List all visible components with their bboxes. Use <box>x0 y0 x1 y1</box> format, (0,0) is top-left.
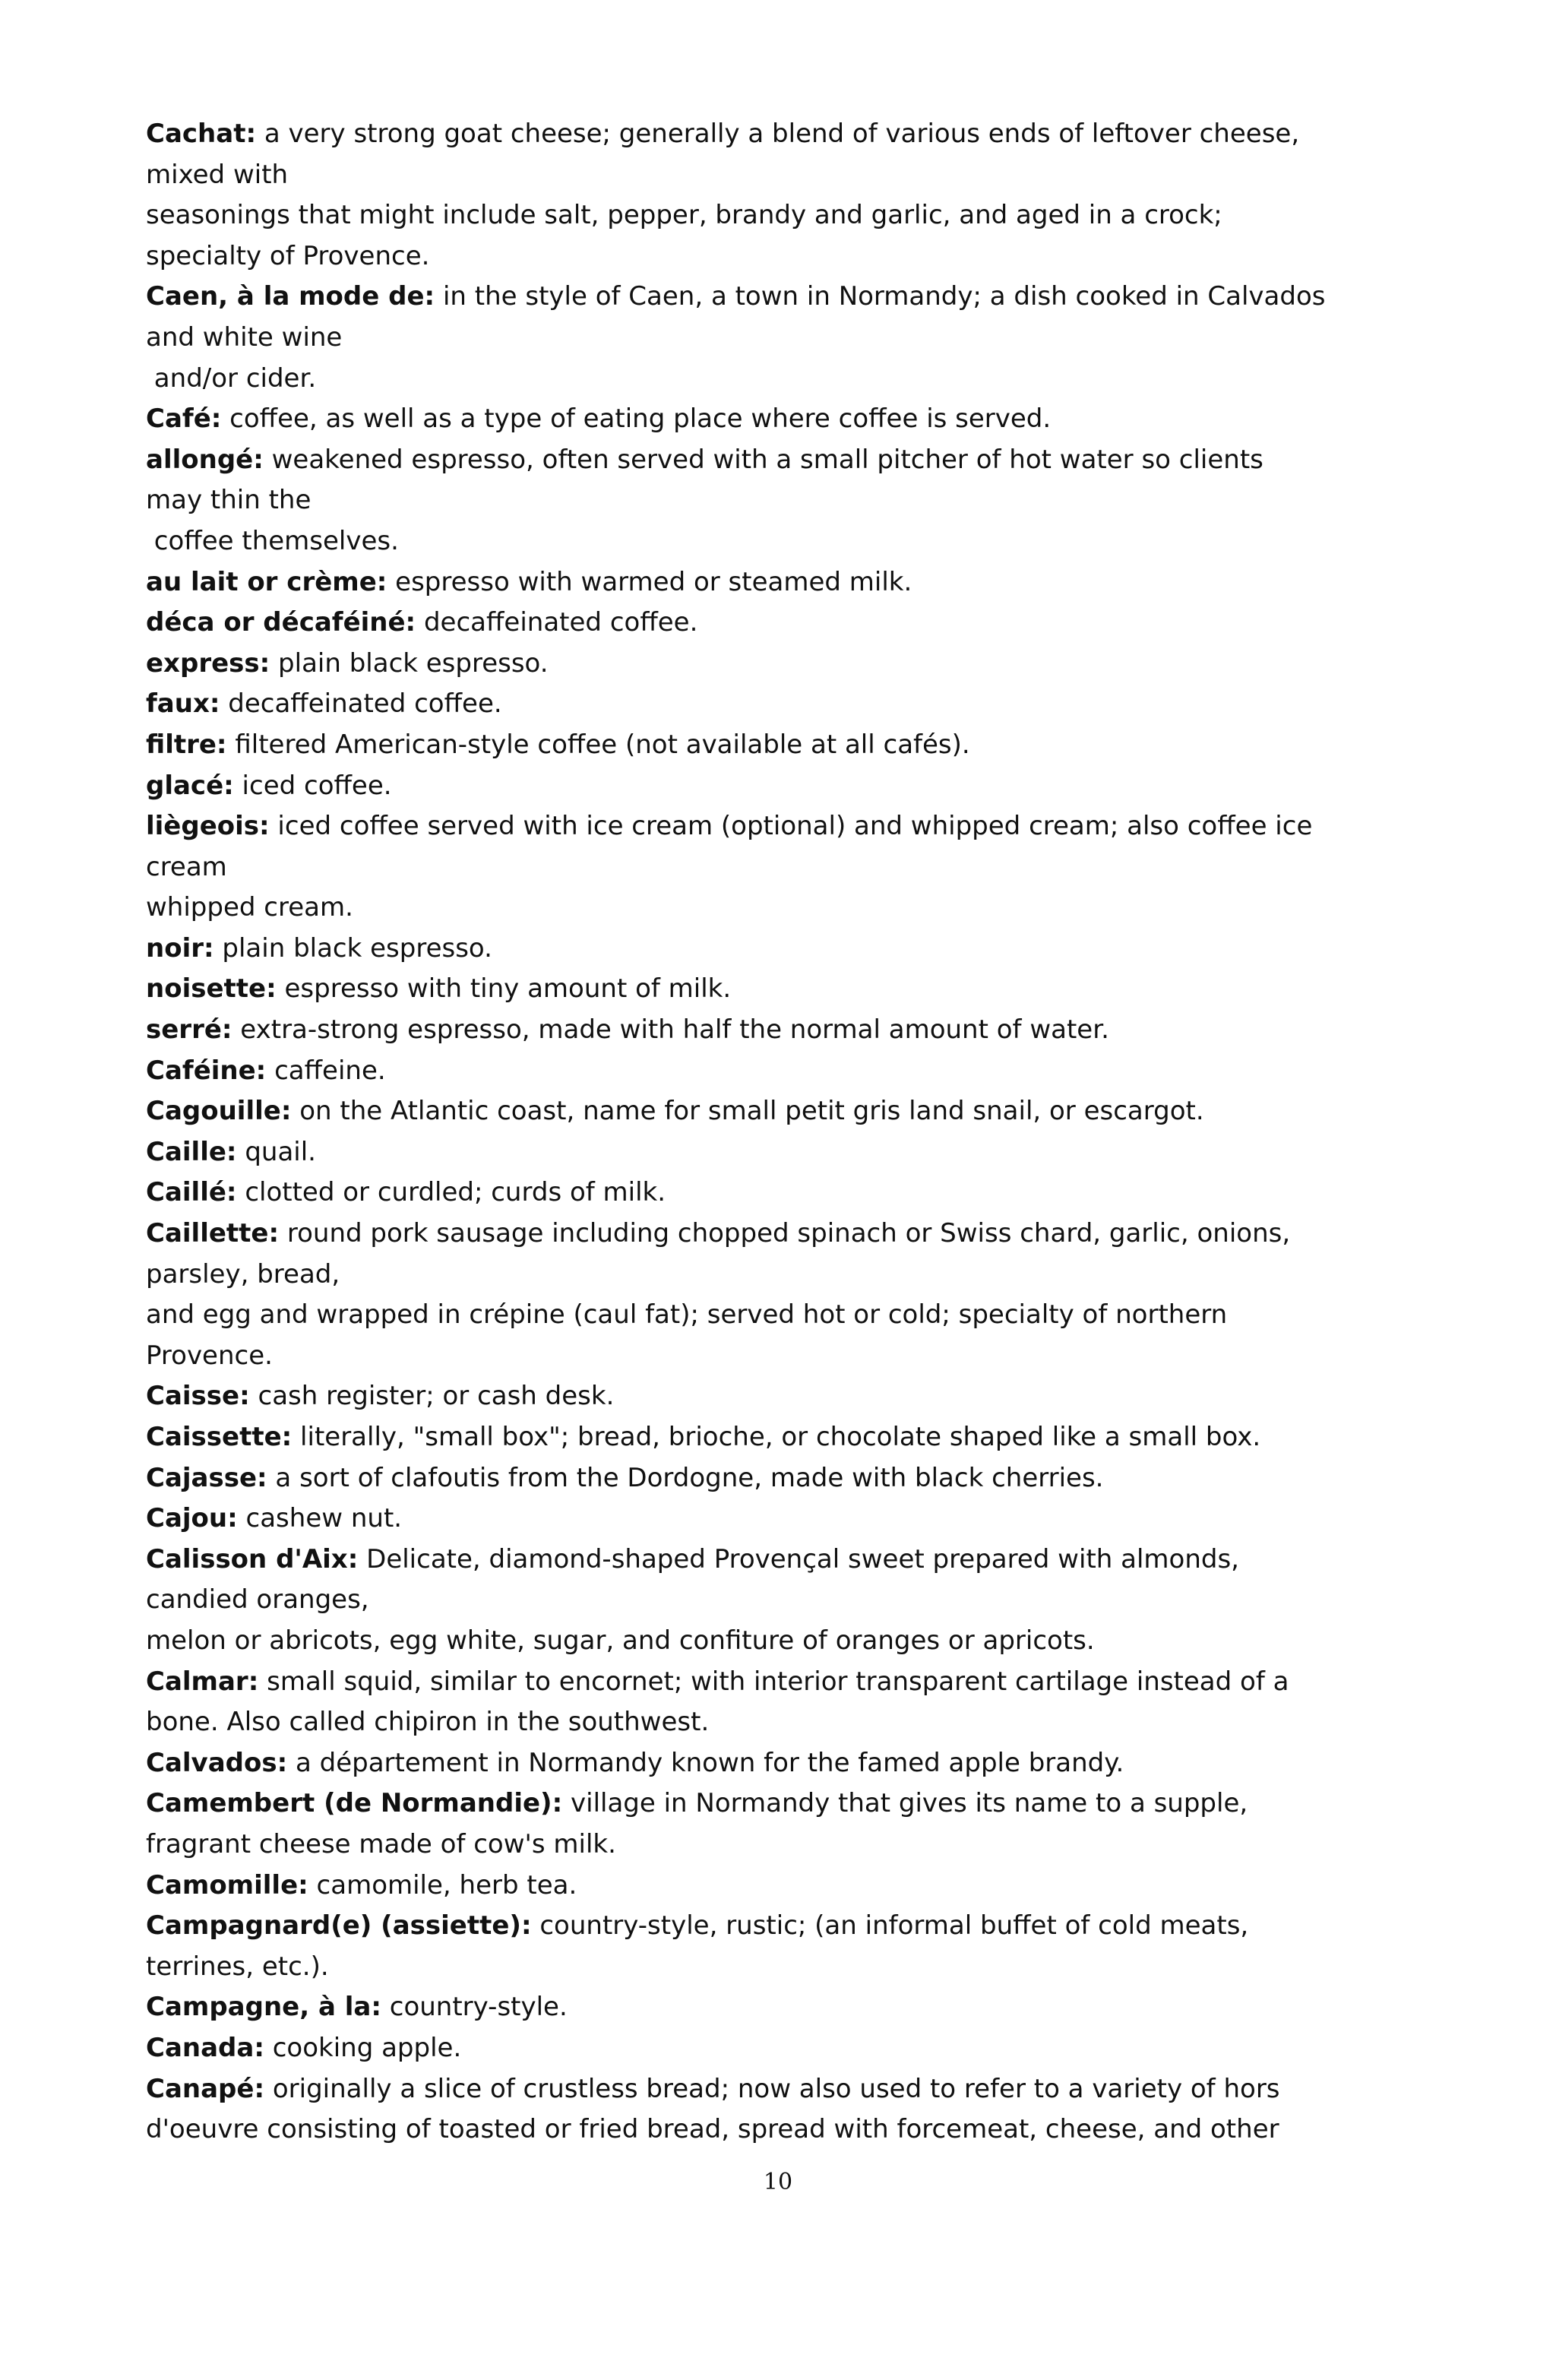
glossary-term: Caillé: <box>146 1177 237 1208</box>
glossary-definition: extra-strong espresso, made with half the normal amount of water. <box>232 1014 1109 1046</box>
glossary-entry-line <box>146 399 1392 440</box>
glossary-definition: camomile, herb tea. <box>308 1869 577 1901</box>
glossary-definition: decaffeinated coffee. <box>220 688 502 720</box>
glossary-term: déca or décaféiné: <box>146 607 416 638</box>
glossary-definition: espresso with warmed or steamed milk. <box>387 566 912 597</box>
glossary-definition: decaffeinated coffee. <box>416 607 698 638</box>
glossary-continuation-line <box>146 359 1392 400</box>
glossary-term: express: <box>146 647 270 679</box>
glossary-definition: clotted or curdled; curds of milk. <box>236 1177 666 1208</box>
glossary-definition: iced coffee. <box>233 770 392 801</box>
glossary-continuation-line <box>146 1580 1392 1621</box>
glossary-entry-line <box>146 1987 1392 2028</box>
glossary-entry-line <box>146 1540 1392 1581</box>
glossary-continuation-line <box>146 195 1392 236</box>
glossary-body <box>146 114 1392 2151</box>
glossary-term: Camomille: <box>146 1869 308 1901</box>
glossary-entry-line <box>146 969 1392 1010</box>
glossary-continuation-line <box>146 1336 1392 1377</box>
glossary-entry-line <box>146 725 1392 766</box>
glossary-continuation-line <box>146 236 1392 277</box>
glossary-entry-line <box>146 2069 1392 2110</box>
glossary-entry-line <box>146 114 1392 155</box>
glossary-entry-line <box>146 1091 1392 1132</box>
glossary-term: Campagnard(e) (assiette): <box>146 1910 532 1942</box>
glossary-definition: a département in Normandy known for the famed apple brandy. <box>287 1747 1124 1778</box>
glossary-term: Campagne, à la: <box>146 1992 381 2023</box>
glossary-entry-line <box>146 1866 1392 1907</box>
glossary-definition: d'oeuvre consisting of toasted or fried bread, spread with forcemeat, cheese, and other <box>146 2114 1279 2145</box>
glossary-term: Caisse: <box>146 1381 250 1412</box>
glossary-definition: filtered American-style coffee (not available at all cafés). <box>226 729 970 760</box>
glossary-definition: small squid, similar to encornet; with interior transparent cartilage instead of a <box>258 1666 1289 1697</box>
glossary-entry-line <box>146 277 1392 318</box>
glossary-entry-line <box>146 1132 1392 1173</box>
glossary-term: Caille: <box>146 1136 237 1167</box>
glossary-term: au lait or crème: <box>146 566 387 597</box>
glossary-term: Canapé: <box>146 2073 265 2104</box>
glossary-continuation-line <box>146 1621 1392 1662</box>
glossary-entry-line <box>146 1783 1392 1825</box>
glossary-definition: fragrant cheese made of cow's milk. <box>146 1828 616 1859</box>
glossary-term: Calvados: <box>146 1747 288 1778</box>
page-number: 10 <box>763 2169 793 2195</box>
glossary-entry-line <box>146 684 1392 725</box>
glossary-definition: country-style, rustic; (an informal buffet of cold meats, <box>531 1910 1249 1942</box>
glossary-term: Canada: <box>146 2032 264 2063</box>
glossary-definition: bone. Also called chipiron in the southwest. <box>146 1707 710 1738</box>
glossary-entry-line <box>146 929 1392 970</box>
glossary-term: liègeois: <box>146 811 270 842</box>
glossary-entry-line <box>146 1458 1392 1499</box>
glossary-entry-line <box>146 1010 1392 1051</box>
glossary-term: faux: <box>146 688 220 720</box>
glossary-entry-line <box>146 1499 1392 1540</box>
glossary-definition: village in Normandy that gives its name to a supple, <box>562 1788 1248 1819</box>
glossary-continuation-line <box>146 155 1392 196</box>
glossary-term: Cajasse: <box>146 1462 267 1493</box>
glossary-definition: a very strong goat cheese; generally a blend of various ends of leftover cheese, <box>256 119 1300 149</box>
glossary-definition: coffee themselves. <box>146 525 399 556</box>
glossary-entry-line <box>146 1173 1392 1214</box>
glossary-continuation-line <box>146 888 1392 929</box>
glossary-definition: terrines, etc.). <box>146 1951 329 1982</box>
glossary-continuation-line <box>146 1825 1392 1866</box>
glossary-definition: cream <box>146 851 227 882</box>
glossary-definition: cash register; or cash desk. <box>249 1381 615 1412</box>
glossary-continuation-line <box>146 1702 1392 1743</box>
glossary-term: Café: <box>146 404 222 435</box>
glossary-entry-line <box>146 806 1392 847</box>
glossary-entry-line <box>146 1214 1392 1255</box>
glossary-definition: Delicate, diamond-shaped Provençal sweet prepared with almonds, <box>358 1543 1239 1575</box>
glossary-entry-line <box>146 603 1392 644</box>
glossary-definition: plain black espresso. <box>270 647 549 679</box>
glossary-definition: may thin the <box>146 485 312 516</box>
glossary-definition: quail. <box>236 1136 316 1167</box>
glossary-entry-line <box>146 644 1392 685</box>
glossary-definition: seasonings that might include salt, pepper, brandy and garlic, and aged in a crock; <box>146 200 1222 231</box>
glossary-definition: Provence. <box>146 1340 273 1371</box>
glossary-entry-line <box>146 766 1392 807</box>
glossary-term: filtre: <box>146 729 227 760</box>
glossary-definition: espresso with tiny amount of milk. <box>276 973 732 1005</box>
glossary-continuation-line <box>146 1947 1392 1988</box>
glossary-continuation-line <box>146 480 1392 521</box>
glossary-entry-line <box>146 440 1392 481</box>
glossary-continuation-line <box>146 2109 1392 2151</box>
glossary-definition: cooking apple. <box>264 2032 462 2063</box>
glossary-term: Cagouille: <box>146 1096 292 1127</box>
glossary-entry-line <box>146 1662 1392 1703</box>
glossary-definition: on the Atlantic coast, name for small petit gris land snail, or escargot. <box>291 1096 1204 1127</box>
glossary-term: noisette: <box>146 973 277 1005</box>
glossary-definition: plain black espresso. <box>213 932 492 964</box>
glossary-term: Caen, à la mode de: <box>146 281 435 312</box>
glossary-entry-line <box>146 2028 1392 2069</box>
glossary-definition: whipped cream. <box>146 892 353 923</box>
glossary-entry-line <box>146 1376 1392 1417</box>
glossary-definition: and white wine <box>146 321 343 353</box>
glossary-definition: iced coffee served with ice cream (optional) and whipped cream; also coffee ice <box>269 811 1313 842</box>
glossary-entry-line <box>146 1051 1392 1092</box>
glossary-continuation-line <box>146 1255 1392 1296</box>
glossary-definition: candied oranges, <box>146 1584 369 1616</box>
glossary-definition: and/or cider. <box>146 362 317 394</box>
glossary-continuation-line <box>146 318 1392 359</box>
glossary-definition: melon or abricots, egg white, sugar, and confiture of oranges or apricots. <box>146 1625 1095 1656</box>
glossary-definition: weakened espresso, often served with a small pitcher of hot water so clients <box>263 444 1263 475</box>
glossary-entry-line <box>146 562 1392 603</box>
glossary-continuation-line <box>146 521 1392 562</box>
glossary-definition: and egg and wrapped in crépine (caul fat); served hot or cold; specialty of northern <box>146 1299 1228 1331</box>
glossary-entry-line <box>146 1417 1392 1458</box>
glossary-definition: coffee, as well as a type of eating place where coffee is served. <box>221 404 1052 435</box>
glossary-definition: a sort of clafoutis from the Dordogne, made with black cherries. <box>267 1462 1104 1493</box>
glossary-term: Cajou: <box>146 1503 238 1534</box>
glossary-term: Caissette: <box>146 1422 293 1452</box>
glossary-definition: mixed with <box>146 159 289 190</box>
glossary-definition: country-style. <box>381 1992 568 2023</box>
glossary-term: Calisson d'Aix: <box>146 1543 359 1575</box>
glossary-term: Caillette: <box>146 1218 280 1249</box>
glossary-term: glacé: <box>146 770 234 801</box>
glossary-term: serré: <box>146 1014 232 1046</box>
glossary-definition: literally, "small box"; bread, brioche, or chocolate shaped like a small box. <box>292 1422 1261 1452</box>
glossary-term: Caféine: <box>146 1055 267 1086</box>
glossary-term: Cachat: <box>146 119 257 149</box>
glossary-definition: round pork sausage including chopped spinach or Swiss chard, garlic, onions, <box>279 1218 1291 1249</box>
glossary-definition: specialty of Provence. <box>146 240 430 271</box>
glossary-term: Camembert (de Normandie): <box>146 1788 563 1819</box>
glossary-term: Calmar: <box>146 1666 259 1697</box>
glossary-continuation-line <box>146 847 1392 888</box>
glossary-definition: cashew nut. <box>237 1503 403 1534</box>
glossary-continuation-line <box>146 1295 1392 1336</box>
glossary-definition: in the style of Caen, a town in Normandy; a dish cooked in Calvados <box>435 281 1326 312</box>
glossary-definition: parsley, bread, <box>146 1258 340 1290</box>
glossary-term: allongé: <box>146 444 264 475</box>
glossary-definition: caffeine. <box>266 1055 386 1086</box>
glossary-term: noir: <box>146 932 214 964</box>
glossary-entry-line <box>146 1743 1392 1784</box>
glossary-definition: originally a slice of crustless bread; now also used to refer to a variety of hors <box>264 2073 1280 2104</box>
glossary-entry-line <box>146 1906 1392 1947</box>
